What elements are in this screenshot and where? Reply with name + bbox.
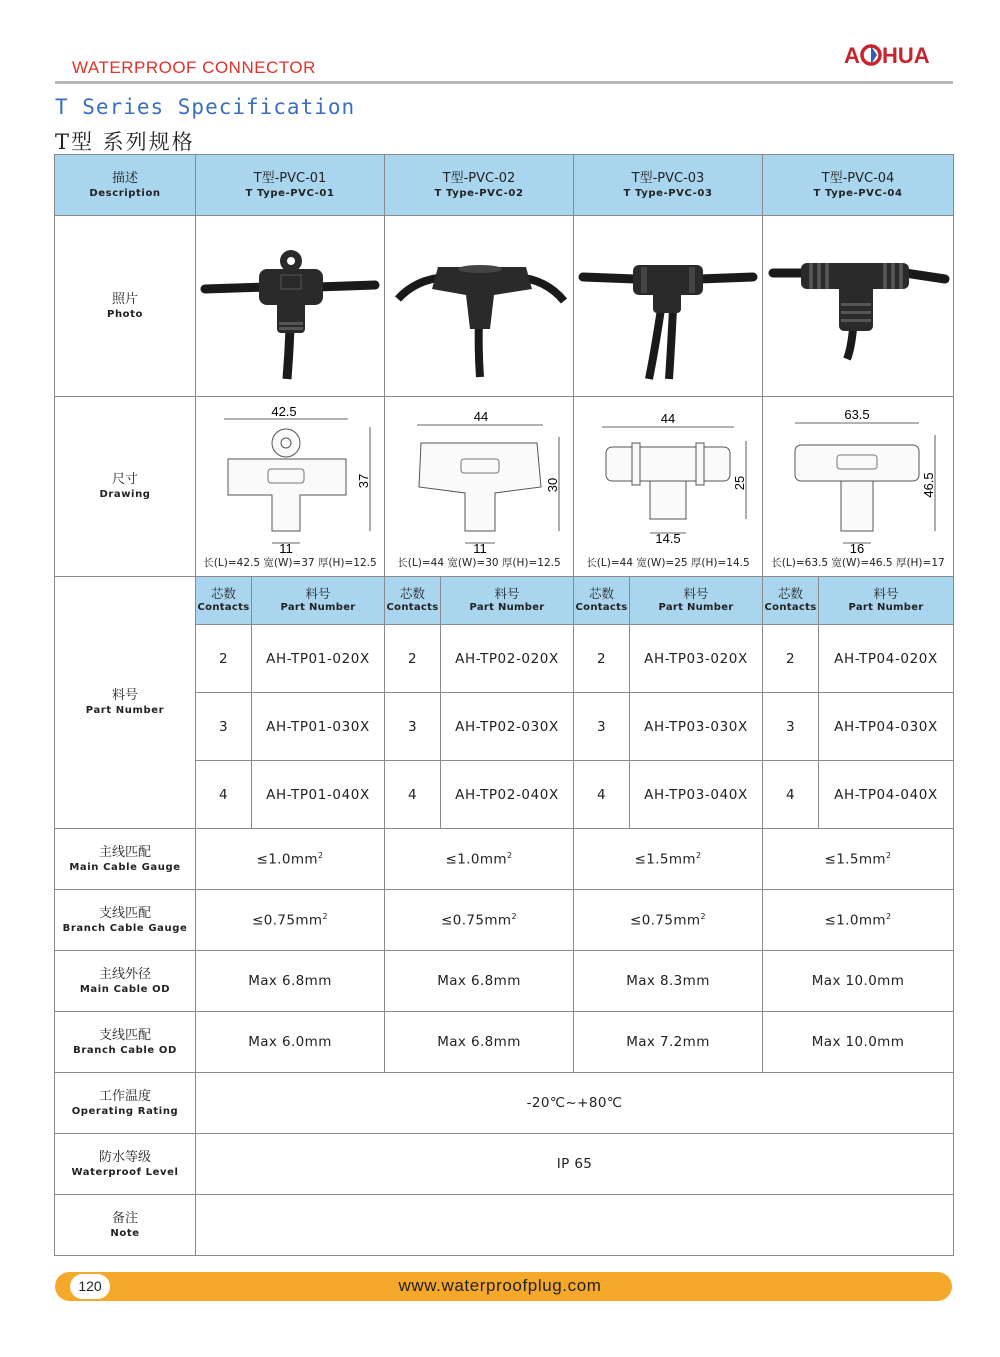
branch-gauge-cell <box>196 890 385 951</box>
label-cn: 尺寸 <box>111 472 138 487</box>
unit-sup: 2 <box>511 911 517 921</box>
part-subheader-row <box>55 577 954 625</box>
product-photo-2 <box>385 216 574 397</box>
part-number-cell: AH-TP01-030X <box>252 693 385 761</box>
note-label <box>55 1195 196 1256</box>
contacts-header <box>574 577 630 625</box>
sub-en: Contacts <box>575 602 628 613</box>
contacts-cell: 4 <box>196 761 252 829</box>
model-name-cn: T型-PVC-01 <box>253 170 327 186</box>
description-label <box>55 155 196 216</box>
note-row <box>55 1195 954 1256</box>
label-en: Branch Cable OD <box>73 1044 177 1056</box>
part-header <box>252 577 385 625</box>
part-number-cell: AH-TP03-040X <box>630 761 763 829</box>
waterproof-row <box>55 1134 954 1195</box>
label-cn: 防水等级 <box>98 1149 151 1165</box>
sub-cn: 料号 <box>683 586 709 601</box>
part-number-cell: AH-TP03-030X <box>630 693 763 761</box>
contacts-cell: 2 <box>574 625 630 693</box>
drawing-row <box>55 397 954 577</box>
sub-cn: 芯数 <box>588 586 614 601</box>
unit-sup: 2 <box>700 911 706 921</box>
unit-sup: 2 <box>317 850 324 860</box>
operating-value: -20℃~+80℃ <box>196 1073 954 1134</box>
label-cn: 支线匹配 <box>98 905 151 921</box>
model-header-1 <box>196 155 385 216</box>
label-cn: 主线外径 <box>98 966 151 982</box>
photo-row <box>55 216 954 397</box>
main-gauge-row <box>55 829 954 890</box>
spec-table <box>54 154 954 1256</box>
dim-height: 46.5 <box>921 472 936 498</box>
contacts-header <box>385 577 441 625</box>
main-gauge-cell <box>574 829 763 890</box>
contacts-cell: 4 <box>763 761 819 829</box>
product-photo-4 <box>763 216 954 397</box>
dimension-drawing-4 <box>763 397 954 577</box>
part-number-cell: AH-TP01-040X <box>252 761 385 829</box>
unit-sup: 2 <box>322 911 328 921</box>
dimension-caption: 长(L)=44 宽(W)=30 厚(H)=12.5 <box>397 557 561 569</box>
sub-en: Part Number <box>469 602 545 613</box>
label-cn: 料号 <box>111 688 138 703</box>
dim-height: 25 <box>732 475 747 491</box>
dim-branch: 16 <box>849 541 865 556</box>
dim-height: 30 <box>545 477 560 493</box>
branch-od-cell: Max 7.2mm <box>574 1012 763 1073</box>
main-od-cell: Max 6.8mm <box>196 951 385 1012</box>
contacts-cell: 3 <box>763 693 819 761</box>
gauge-value: ≤1.0mm <box>824 912 886 929</box>
main-od-label <box>55 951 196 1012</box>
sub-cn: 芯数 <box>777 586 803 601</box>
dim-branch: 11 <box>473 541 487 556</box>
branch-gauge-label <box>55 890 196 951</box>
main-od-cell: Max 6.8mm <box>385 951 574 1012</box>
dimension-caption: 长(L)=42.5 宽(W)=37 厚(H)=12.5 <box>203 557 377 569</box>
dimension-caption: 长(L)=63.5 宽(W)=46.5 厚(H)=17 <box>771 557 945 569</box>
part-number-cell: AH-TP01-020X <box>252 625 385 693</box>
page-title-cn: T型 系列规格 <box>55 130 195 154</box>
svg-text:HUA: HUA <box>882 43 930 68</box>
part-number-cell: AH-TP02-020X <box>441 625 574 693</box>
label-cn: 支线匹配 <box>98 1027 151 1043</box>
drawing-label <box>55 397 196 577</box>
branch-od-cell: Max 6.8mm <box>385 1012 574 1073</box>
dimension-drawing-1 <box>196 397 385 577</box>
model-header-3 <box>574 155 763 216</box>
main-gauge-label <box>55 829 196 890</box>
main-gauge-cell <box>196 829 385 890</box>
model-name-cn: T型-PVC-02 <box>442 170 516 186</box>
gauge-value: ≤1.5mm <box>824 851 886 868</box>
label-cn: 工作温度 <box>98 1088 151 1104</box>
part-number-cell: AH-TP04-030X <box>819 693 954 761</box>
part-number-cell: AH-TP02-030X <box>441 693 574 761</box>
note-value <box>196 1195 954 1256</box>
sub-en: Contacts <box>386 602 439 613</box>
model-name-en: T Type-PVC-03 <box>623 187 713 199</box>
waterproof-value: IP 65 <box>196 1134 954 1195</box>
sub-cn: 芯数 <box>399 586 425 601</box>
dim-width: 44 <box>473 409 489 424</box>
label-en: Operating Rating <box>71 1105 179 1117</box>
main-gauge-cell <box>763 829 954 890</box>
dim-branch: 14.5 <box>655 531 681 546</box>
label-cn: 备注 <box>111 1210 138 1226</box>
dim-height: 37 <box>356 473 371 489</box>
sub-en: Contacts <box>197 602 250 613</box>
main-od-cell: Max 10.0mm <box>763 951 954 1012</box>
waterproof-label <box>55 1134 196 1195</box>
main-od-row <box>55 951 954 1012</box>
dim-branch: 11 <box>279 541 293 556</box>
model-header-2 <box>385 155 574 216</box>
page-title-en: T Series Specification <box>55 95 356 119</box>
part-number-cell: AH-TP02-040X <box>441 761 574 829</box>
contacts-cell: 4 <box>385 761 441 829</box>
label-en: Note <box>110 1227 140 1239</box>
contacts-header <box>196 577 252 625</box>
sub-en: Part Number <box>658 602 734 613</box>
part-header <box>630 577 763 625</box>
unit-sup: 2 <box>885 850 892 860</box>
description-row <box>55 155 954 216</box>
branch-gauge-row <box>55 890 954 951</box>
sub-en: Contacts <box>764 602 817 613</box>
part-header <box>819 577 954 625</box>
sub-en: Part Number <box>280 602 356 613</box>
branch-od-cell: Max 6.0mm <box>196 1012 385 1073</box>
branch-gauge-cell <box>385 890 574 951</box>
part-number-label <box>55 577 196 829</box>
branch-gauge-cell <box>763 890 954 951</box>
label-en: Waterproof Level <box>71 1166 179 1178</box>
gauge-value: ≤0.75mm <box>252 912 323 929</box>
contacts-cell: 3 <box>385 693 441 761</box>
page-number: 120 <box>70 1274 110 1299</box>
main-gauge-cell <box>385 829 574 890</box>
main-od-cell: Max 8.3mm <box>574 951 763 1012</box>
photo-label <box>55 216 196 397</box>
part-number-cell: AH-TP03-020X <box>630 625 763 693</box>
gauge-value: ≤1.5mm <box>634 851 696 868</box>
unit-sup: 2 <box>506 850 513 860</box>
section-title: WATERPROOF CONNECTOR <box>72 58 316 77</box>
product-photo-3 <box>574 216 763 397</box>
gauge-value: ≤0.75mm <box>630 912 701 929</box>
model-header-4 <box>763 155 954 216</box>
operating-label <box>55 1073 196 1134</box>
part-header <box>441 577 574 625</box>
product-photo-1 <box>196 216 385 397</box>
gauge-value: ≤1.0mm <box>445 851 507 868</box>
branch-gauge-cell <box>574 890 763 951</box>
model-name-cn: T型-PVC-04 <box>821 170 895 186</box>
contacts-cell: 2 <box>196 625 252 693</box>
dimension-caption: 长(L)=44 宽(W)=25 厚(H)=14.5 <box>586 557 750 569</box>
part-number-cell: AH-TP04-040X <box>819 761 954 829</box>
label-en: Main Cable OD <box>79 983 171 995</box>
label-en: Drawing <box>99 489 151 500</box>
contacts-cell: 3 <box>574 693 630 761</box>
model-name-cn: T型-PVC-03 <box>631 170 705 186</box>
svg-text:A: A <box>844 43 860 68</box>
operating-row <box>55 1073 954 1134</box>
label-cn: 主线匹配 <box>98 844 151 860</box>
logo-icon <box>836 38 936 72</box>
footer-url[interactable]: www.waterproofplug.com <box>398 1276 602 1295</box>
model-name-en: T Type-PVC-01 <box>245 187 335 199</box>
unit-sup: 2 <box>885 911 892 921</box>
dim-width: 63.5 <box>844 407 870 422</box>
sub-cn: 料号 <box>494 586 520 601</box>
contacts-cell: 3 <box>196 693 252 761</box>
branch-od-cell: Max 10.0mm <box>763 1012 954 1073</box>
label-en: Part Number <box>85 705 165 716</box>
label-en: Main Cable Gauge <box>69 861 181 873</box>
branch-od-row <box>55 1012 954 1073</box>
label-en: Branch Cable Gauge <box>62 922 188 934</box>
dim-width: 44 <box>660 411 676 426</box>
label-cn: 描述 <box>111 170 138 186</box>
header-divider <box>55 81 953 84</box>
gauge-value: ≤1.0mm <box>256 851 318 868</box>
sub-en: Part Number <box>848 602 924 613</box>
sub-cn: 芯数 <box>210 586 236 601</box>
contacts-cell: 2 <box>385 625 441 693</box>
sub-cn: 料号 <box>873 586 899 601</box>
model-name-en: T Type-PVC-02 <box>434 187 524 199</box>
dimension-drawing-3 <box>574 397 763 577</box>
dimension-drawing-2 <box>385 397 574 577</box>
label-cn: 照片 <box>111 291 138 307</box>
branch-od-label <box>55 1012 196 1073</box>
sub-cn: 料号 <box>305 586 331 601</box>
unit-sup: 2 <box>695 850 702 860</box>
label-en: Description <box>89 187 161 199</box>
label-en: Photo <box>107 308 143 320</box>
part-number-cell: AH-TP04-020X <box>819 625 954 693</box>
brand-logo <box>836 38 936 72</box>
model-name-en: T Type-PVC-04 <box>813 187 903 199</box>
gauge-value: ≤0.75mm <box>441 912 512 929</box>
contacts-cell: 4 <box>574 761 630 829</box>
dim-width: 42.5 <box>271 404 297 419</box>
contacts-cell: 2 <box>763 625 819 693</box>
contacts-header <box>763 577 819 625</box>
